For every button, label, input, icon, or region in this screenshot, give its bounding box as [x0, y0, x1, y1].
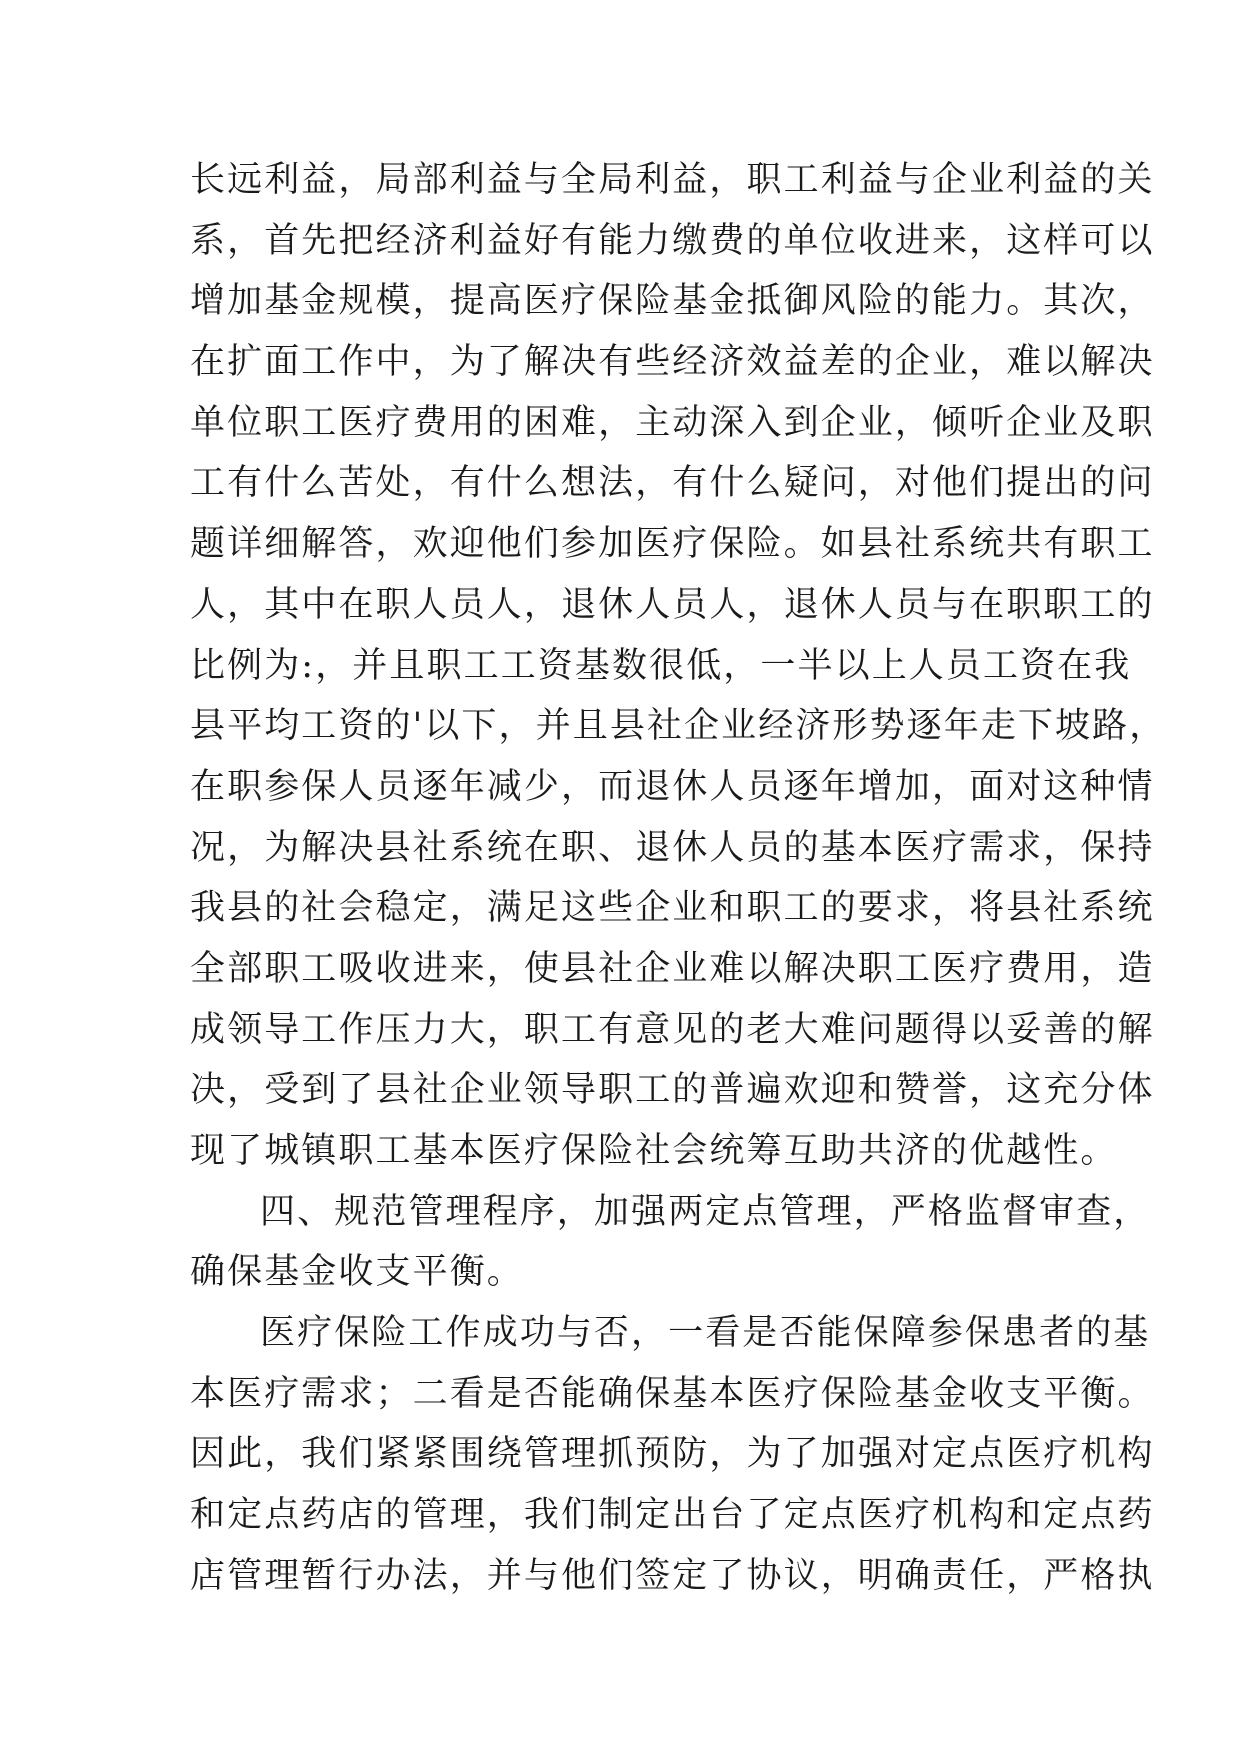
text-line: 医疗保险工作成功与否，一看是否能保障参保患者的基 [260, 1313, 1151, 1354]
text-line: 本医疗需求；二看是否能确保基本医疗保险基金收支平衡。 [190, 1373, 1155, 1414]
text-line: 工有什么苦处，有什么想法，有什么疑问，对他们提出的问 [190, 463, 1155, 504]
text-line: 现了城镇职工基本医疗保险社会统筹互助共济的优越性。 [190, 1131, 1118, 1171]
text-line: 在扩面工作中，为了解决有些经济效益差的企业，难以解决 [190, 342, 1155, 383]
text-line: 我县的社会稳定，满足这些企业和职工的要求，将县社系统 [190, 888, 1155, 929]
text-line: 县平均工资的'以下，并且县社企业经济形势逐年走下坡路， [190, 706, 1167, 747]
section-heading: 四、规范管理程序，加强两定点管理，严格监督审查， [260, 1191, 1151, 1232]
text-line: 比例为:，并且职工工资基数很低，一半以上人员工资在我 [190, 645, 1132, 686]
text-line: 在职参保人员逐年减少，而退休人员逐年增加，面对这种情 [190, 766, 1155, 807]
text-line: 增加基金规模，提高医疗保险基金抵御风险的能力。其次， [190, 281, 1155, 322]
text-line: 店管理暂行办法，并与他们签定了协议，明确责任，严格执 [190, 1555, 1155, 1596]
text-line: 单位职工医疗费用的困难，主动深入到企业，倾听企业及职 [190, 402, 1155, 443]
text-line: 成领导工作压力大，职工有意见的老大难问题得以妥善的解 [190, 1009, 1155, 1050]
text-line: 因此，我们紧紧围绕管理抓预防，为了加强对定点医疗机构 [190, 1434, 1155, 1475]
text-line: 决，受到了县社企业领导职工的普遍欢迎和赞誉，这充分体 [190, 1070, 1155, 1111]
document-body [190, 150, 1167, 1607]
section-heading-continued: 确保基金收支平衡。 [190, 1252, 524, 1293]
text-line: 况，为解决县社系统在职、退休人员的基本医疗需求，保持 [190, 827, 1155, 868]
text-line: 人，其中在职人员人，退休人员人，退休人员与在职职工的 [190, 584, 1155, 625]
text-line: 长远利益，局部利益与全局利益，职工利益与企业利益的关 [190, 160, 1155, 200]
text-line: 全部职工吸收进来，使县社企业难以解决职工医疗费用，造 [190, 948, 1155, 989]
text-line: 和定点药店的管理，我们制定出台了定点医疗机构和定点药 [190, 1495, 1155, 1536]
text-line: 系，首先把经济利益好有能力缴费的单位收进来，这样可以 [190, 220, 1155, 261]
text-line: 题详细解答，欢迎他们参加医疗保险。如县社系统共有职工 [190, 524, 1155, 565]
